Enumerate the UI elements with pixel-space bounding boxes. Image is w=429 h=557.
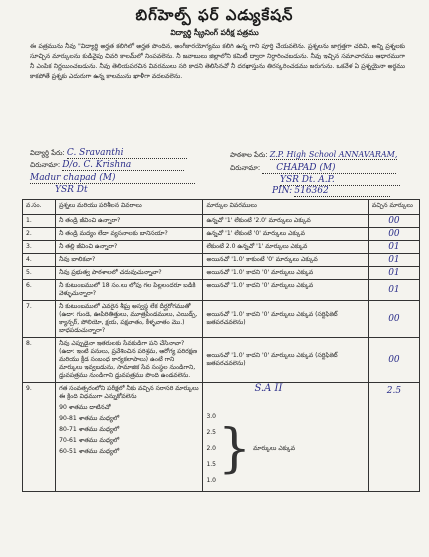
row-marks-rule: లేకుంటే 2.0 ఉన్నచో '1' మార్కులు ఎక్కువ [203, 241, 368, 254]
student-name-label: విద్యార్థి పేరు: [30, 149, 65, 157]
score-item: 2.0 [206, 445, 216, 452]
row-number: 8. [23, 338, 56, 383]
col-header-marks-rule: మార్కుల వివరములు [203, 200, 368, 215]
student-address-line3[interactable]: YSR Dt [55, 185, 88, 195]
row-question-grades [56, 383, 203, 492]
student-address-line2[interactable]: Madur chapad (M) [30, 173, 195, 184]
table-header-row [23, 200, 420, 215]
table-row [23, 241, 420, 254]
row-number: 3. [23, 241, 56, 254]
score-item: 1.0 [206, 477, 216, 484]
student-address-row-3 [55, 185, 88, 195]
table-row [23, 254, 420, 267]
school-address-row-2 [280, 175, 400, 186]
row-question: నీ తండ్రి మద్యం లేదా వ్యసనాలకు బానిసయా? [56, 228, 203, 241]
row-marks-rule: అయినచో '1.0' కాకుంటే '0' మార్కులు ఎక్కువ [203, 254, 368, 267]
row-marks-obtained[interactable]: 00 [368, 228, 419, 241]
row-marks-obtained[interactable]: 01 [368, 267, 419, 280]
student-name-value[interactable]: C. Sravanthi [67, 148, 187, 159]
school-address-line2[interactable]: YSR Dt. A.P. [280, 175, 400, 186]
row-marks-rule [203, 383, 368, 492]
score-list [206, 409, 216, 489]
row-number: 7. [23, 301, 56, 338]
student-address-row-2 [30, 173, 195, 184]
table-row [23, 267, 420, 280]
grades-heading: గత సంవత్సరంలోని పరీక్షలో నీకు వచ్చిన సరాసరి మార్కులు [59, 385, 199, 392]
row-question: నీవు ప్రభుత్వ పాఠశాలలో చదువుచున్నావా? [56, 267, 203, 280]
row-marks-obtained[interactable]: 01 [368, 280, 419, 301]
row-question: నీ కుటుంబములో ఎవరైన శీఘ్ర అస్వస్థ లేక దీర్ఘరోగముతో (ఉదా: గుండె, ఊపిరితిత్తులు, మూత్రపిండములు, ఎయిడ్స్, క్యాన్సర్, పోలియో, క్షయ, పక్షవాతం, కీళ్ళవాతం మొ.) బాధపడుచున్నారా? [56, 301, 203, 338]
score-item: 3.0 [206, 413, 216, 420]
grade-item: 90-81 శాతము మధ్యలో [59, 415, 120, 422]
grade-item: 60-51 శాతము మధ్యలో [59, 448, 120, 455]
row-marks-rule: అయినచో '1.0' కాదని '0' మార్కులు ఎక్కువ [203, 280, 368, 301]
row-question: నీ కుటుంబములో 18 సం.లు లోపు గల పిల్లలందరూ బడికి వెళ్ళుచున్నారా? [56, 280, 203, 301]
student-address-line1[interactable]: D/o. C. Krishna [62, 160, 184, 171]
row-number: 5. [23, 267, 56, 280]
table-row [23, 280, 420, 301]
row-marks-obtained[interactable]: 01 [368, 254, 419, 267]
school-address-line1[interactable]: CHAPAD (M) [262, 163, 396, 174]
row-marks-rule: అయినచో '1.0' కాదని '0' మార్కులు ఎక్కువ [203, 267, 368, 280]
school-name-row [230, 150, 397, 161]
row-question: నీవు బాలికవా? [56, 254, 203, 267]
row-number: 6. [23, 280, 56, 301]
screening-table [22, 199, 420, 492]
page-subtitle: విద్యార్థి స్క్రీనింగ్ పరీక్ష పత్రము [170, 28, 259, 37]
grade-list [59, 404, 199, 459]
row-marks-obtained[interactable]: 00 [368, 215, 419, 228]
student-name-row [30, 148, 187, 159]
score-scale-label: మార్కులు ఎక్కువ [253, 445, 296, 452]
row-question: నీ తండ్రి జీవించి ఉన్నారా? [56, 215, 203, 228]
table-row [23, 215, 420, 228]
assessment-handwritten[interactable]: S.A II [254, 383, 283, 394]
pin-label: PIN: [272, 186, 293, 196]
row-number: 9. [23, 383, 56, 492]
col-header-question: ప్రశ్నలు మరియు పరిశీలన వివరాలు [56, 200, 203, 215]
col-header-number: వ.సం. [23, 200, 56, 215]
pin-row [272, 186, 390, 197]
score-item: 1.5 [206, 461, 216, 468]
page-title: బిగ్‌హెల్ప్ ఫర్ ఎడ్యుకేషన్ [135, 6, 294, 24]
row-question: నీ తల్లి జీవించి ఉన్నారా? [56, 241, 203, 254]
row-marks-rule: ఉన్నచో '1' లేకుంటే '0' మార్కులు ఎక్కువ [203, 228, 368, 241]
pin-value[interactable]: 516362 [294, 186, 390, 197]
school-address-label: చిరునామా: [230, 164, 261, 172]
row-marks-obtained[interactable]: 00 [368, 301, 419, 338]
row-marks-obtained[interactable]: 2.5 [368, 383, 419, 492]
row-number: 1. [23, 215, 56, 228]
row-marks-rule: ఉన్నచో '1' లేకుంటే '2.0' మార్కులు ఎక్కువ [203, 215, 368, 228]
school-address-row [230, 163, 396, 174]
grade-item: 80-71 శాతము మధ్యలో [59, 426, 120, 433]
score-scale [206, 409, 364, 489]
row-number: 2. [23, 228, 56, 241]
grade-item: 90 శాతము దాటినచో [59, 404, 111, 411]
table-row [23, 301, 420, 338]
col-header-marks-obtained: వచ్చిన మార్కులు [368, 200, 419, 215]
row-question: నీవు ఎప్పుడైనా ఇతరులకు సేవకుడిగా పని చేసినావా? (ఉదా: ఇంటి పనులు, ప్రవేశించిన పరిశ్రమ, ఆరోగ్య పరిరక్షణ మరియు క్రీడ సంబంధ కార్యకలాపాలు) ఉంటే గాని మార్కులు ఇవ్వబడును, సామాజిక సేవ సంస్థల నుండిగాని, ధ్రువపత్రము నుండిగాని ధ్రువపత్రము పొంది ఉండవలెను. [56, 338, 203, 383]
grades-subheading: ఈ క్రింది విధముగా ఎన్నుకోవలెను [59, 393, 137, 400]
row-marks-obtained[interactable]: 01 [368, 241, 419, 254]
brace-icon: } [217, 419, 252, 479]
score-item: 2.5 [206, 429, 216, 436]
school-name-label: పాఠశాల పేరు: [230, 151, 268, 159]
student-address-label: చిరునామా: [30, 161, 61, 169]
table-row [23, 228, 420, 241]
table-row [23, 383, 420, 492]
school-name-value[interactable]: Z.P. High School ANNAVARAM, [269, 150, 398, 159]
student-address-row [30, 160, 184, 171]
row-marks-rule: అయినచో '1.0' కాదని '0' మార్కులు ఎక్కువ (సర్టిఫికెట్ జతపరచవలెను) [203, 301, 368, 338]
instructions-paragraph: ఈ పత్రమును నీవు "విద్యార్థి అర్హత కలిగిలో అర్హత పొందిన, అంగీకారయోగ్యము కలిగి ఉన్న గాని పూర్తి చేయవలెను. ప్రశ్నలను జాగ్రత్తగా చదివి, అన్ని ప్రశ్నలకు సూచ్చిన మార్కులను కుడివైపు చివరి కాలమ్‌లో నింపవలెను. నీ జవాబులు జిల్లాలోని కమిటీ ద్వారా నిర్ధారించబడును. నీవు ఇచ్చిన సమాచారము ఆధారముగా నీ ఎంపిక నిర్ణయించబడును. నీవు తెలియపరచిన వివరములు సరి కాదని తెలిసినచో నీ దరఖాస్తును తిరస్కరించడము జరుగును. ఒకవేళ ఏ ప్రశ్నయైనా అర్థము కాకపోతే ప్రశ్నకు ఎదురుగా ఉన్న కాలమును ఖాళీగా వదలవలెను. [30, 43, 405, 80]
row-marks-rule: అయినచో '1.0' కాదని '0' మార్కులు ఎక్కువ (సర్టిఫికెట్ జతపరచవలెను) [203, 338, 368, 383]
table-row [23, 338, 420, 383]
grade-item: 70-61 శాతము మధ్యలో [59, 437, 120, 444]
row-marks-obtained[interactable]: 00 [368, 338, 419, 383]
row-number: 4. [23, 254, 56, 267]
